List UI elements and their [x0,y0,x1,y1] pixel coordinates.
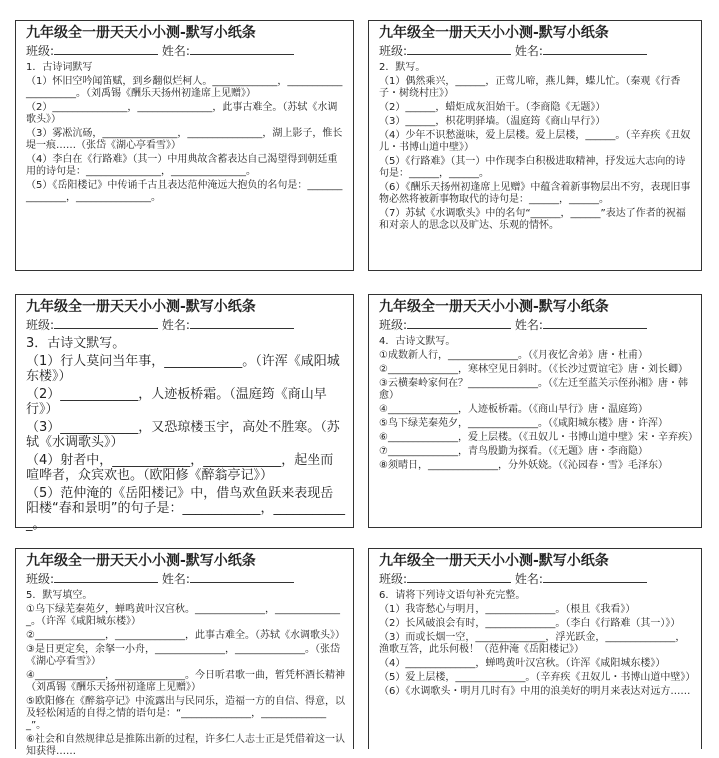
name-blank[interactable] [543,316,647,329]
class-label: 班级: [379,572,408,586]
card-title: 九年级全一册天天小小测-默写小纸条 [379,553,609,569]
question-line: （1）行人莫问当年事，____________。（许浑《咸阳城东楼》） [26,353,340,384]
class-name-row [379,316,693,334]
class-name-row [26,570,345,588]
name-blank[interactable] [543,570,647,583]
question-line: ①成数新人行，______________。（《月夜忆舍弟》唐・杜甫） [379,350,648,361]
name-blank[interactable] [190,570,294,583]
question-line: （1）我寄愁心与明月，______________。（根且《我看》） [379,604,636,615]
question-line: 3．古诗文默写。 [26,336,126,351]
question-line: ⑤欧阳修在《醉翁亭记》中流露出与民同乐，造福一方的自信、得意，以及轻松闲适的自得之情的语句是：“______________，______________”。 [26,696,345,731]
name-label: 姓名: [514,572,543,586]
name-blank[interactable] [190,316,294,329]
question-line: ③云横秦岭家何在？______________。（《左迁至蓝关示侄孙湘》唐・韩愈） [379,378,688,401]
question-line: （3）______，枳花明驿墙。（温庭筠《商山早行》） [379,116,606,127]
name-label: 姓名: [161,572,190,586]
class-name-row [26,42,345,60]
name-label: 姓名: [514,44,543,58]
question-line: （7）苏轼《水调歌头》中的名句“______，______”表达了作者的祝福和对亲人的思念以及旷达、乐观的情怀。 [379,208,686,231]
question-line: （2）____________，人迹板桥霜。（温庭筠《商山早行》） [26,386,327,417]
card-title: 九年级全一册天天小小测-默写小纸条 [379,25,609,41]
question-line: 5．默写填空。 [26,590,93,601]
question-line: ②______________，______________，此事古难全。（苏轼《水调歌头》） [26,630,345,641]
question-list [26,62,345,204]
question-line: （2）_______________，_______________，此事古难全。（苏轼《水调歌头》） [26,102,338,125]
question-line: 1．古诗词默写 [26,62,93,73]
question-line: （5）范仲淹的《岳阳楼记》中，借鸟欢鱼跃来表现岳阳楼“春和景明”的句子是：____________，____________。 [26,485,345,532]
question-line: （4）李白在《行路难》（其一）中用典故含蓄表达自己渴望得到朝廷重用的诗句是：_______________，_______________。 [26,154,338,177]
class-blank[interactable] [407,42,511,55]
question-list [379,336,698,472]
question-line: （1）怀旧空吟闻笛赋，到乡翻似烂柯人。_____________，_____________________。（刘禹锡《酬乐天扬州初逢席上见赠》） [26,76,343,99]
card-title: 九年级全一册天天小小测-默写小纸条 [26,553,256,569]
dictation-card-5 [15,548,354,757]
class-blank[interactable] [54,42,158,55]
dictation-card-6 [368,548,702,749]
question-line: （4）射者中，____________，____________，起坐而喧哗者，众宾欢也。（欧阳修《醉翁亭记》） [26,452,334,483]
name-blank[interactable] [190,42,294,55]
card-title: 九年级全一册天天小小测-默写小纸条 [379,299,609,315]
question-line: （3）____________，又恐琼楼玉宇，高处不胜寒。（苏轼《水调歌头》） [26,419,340,450]
class-blank[interactable] [407,316,511,329]
question-line: （3）雾凇沆砀，_______________，_______________，湖上影子，惟长堤一痕……（张岱《湖心亭看雪》） [26,128,343,151]
question-line: （3）而或长烟一空，______________，浮光跃金，______________，渔歌互答，此乐何极！（范仲淹《岳阳楼记》） [379,632,686,655]
dictation-card-2 [368,20,702,271]
question-line: （2）______，蜡炬成灰泪始干。（李商隐《无题》） [379,102,606,113]
class-label: 班级: [379,44,408,58]
class-label: 班级: [379,318,408,332]
class-blank[interactable] [407,570,511,583]
class-name-row [379,570,693,588]
question-line: ④______________，人迹板桥霜。（《商山早行》唐・温庭筠） [379,404,648,415]
class-blank[interactable] [54,570,158,583]
question-list [379,62,693,232]
question-line: ①乌下绿芜秦苑夕，蝉鸣黄叶汉宫秋。______________，______________。（许浑《咸阳城东楼》） [26,604,340,627]
class-label: 班级: [26,318,55,332]
question-line: ⑧须晴日，______________，分外妖娆。（《沁园春・雪》毛泽东） [379,460,668,471]
question-line: 6．请将下列诗文语句补充完整。 [379,590,526,601]
question-line: ⑤鸟下绿芜秦苑夕，______________。（《咸阳城东楼》唐・许浑） [379,418,668,429]
question-line: ⑦______________，青鸟殷勤为探看。（《无题》唐・李商隐） [379,446,648,457]
question-line: ③是日更定矣，余拏一小舟，______________，______________。（张岱《湖心亭看雪》） [26,644,340,667]
question-line: （1）偶然乘兴，______，正莺儿啼，燕儿舞，蝶儿忙。（秦观《行香子・树绕村庄》） [379,76,681,99]
question-line: （6）《水调歌头・明月几时有》中用的浪美好的明月来表达对远方…… [379,686,691,697]
question-line: ⑥______________，爱上层楼。（《丑奴儿・书博山道中壁》宋・辛弃疾） [379,432,698,443]
name-blank[interactable] [543,42,647,55]
question-line: 4．古诗文默写。 [379,336,456,347]
card-title: 九年级全一册天天小小测-默写小纸条 [26,299,256,315]
name-label: 姓名: [161,44,190,58]
question-line: （2）长风破浪会有时，______________。（李白《行路难（其一）》） [379,618,681,629]
class-label: 班级: [26,44,55,58]
question-line: （6）《酬乐天扬州初逢席上见赠》中蕴含着新事物层出不穷，表现旧事物必然将被新事物取代的诗句是：______，______。 [379,182,691,205]
class-name-row [379,42,693,60]
class-label: 班级: [26,572,55,586]
question-line: （5）《行路难》（其一）中作现李白积极进取精神，抒发远大志向的诗句是：______，______。 [379,156,686,179]
question-line: 2．默写。 [379,62,426,73]
question-line: （5）爱上层楼，______________。（辛弃疾《丑奴儿・书博山道中壁》） [379,672,696,683]
dictation-card-3 [15,294,354,532]
question-list [26,336,345,532]
question-line: （5）《岳阳楼记》中传诵千古且表达范仲淹远大抱负的名句是：_______________，_______________。 [26,180,343,203]
question-line: ④______________，______________。今日听君歌一曲，暂凭杯酒长精神（刘禹锡《酬乐天扬州初逢席上见赠》） [26,670,345,693]
question-line: ⑥社会和自然规律总是推陈出新的过程，许多仁人志士正是凭借着这一认知获得…… [26,734,345,757]
question-list [379,590,696,698]
name-label: 姓名: [514,318,543,332]
question-line: （4）少年不识愁滋味，爱上层楼。爱上层楼，______。（辛弃疾《丑奴儿・书博山道中壁》） [379,130,691,153]
class-name-row [26,316,345,334]
question-line: （4）______________，蝉鸣黄叶汉宫秋。（许浑《咸阳城东楼》） [379,658,666,669]
question-list [26,590,345,758]
class-blank[interactable] [54,316,158,329]
dictation-card-4 [368,294,702,528]
card-title: 九年级全一册天天小小测-默写小纸条 [26,25,256,41]
name-label: 姓名: [161,318,190,332]
dictation-card-1 [15,20,354,271]
question-line: ②______________，寒林空见日斜时。（《长沙过贾谊宅》唐・刘长卿） [379,364,688,375]
